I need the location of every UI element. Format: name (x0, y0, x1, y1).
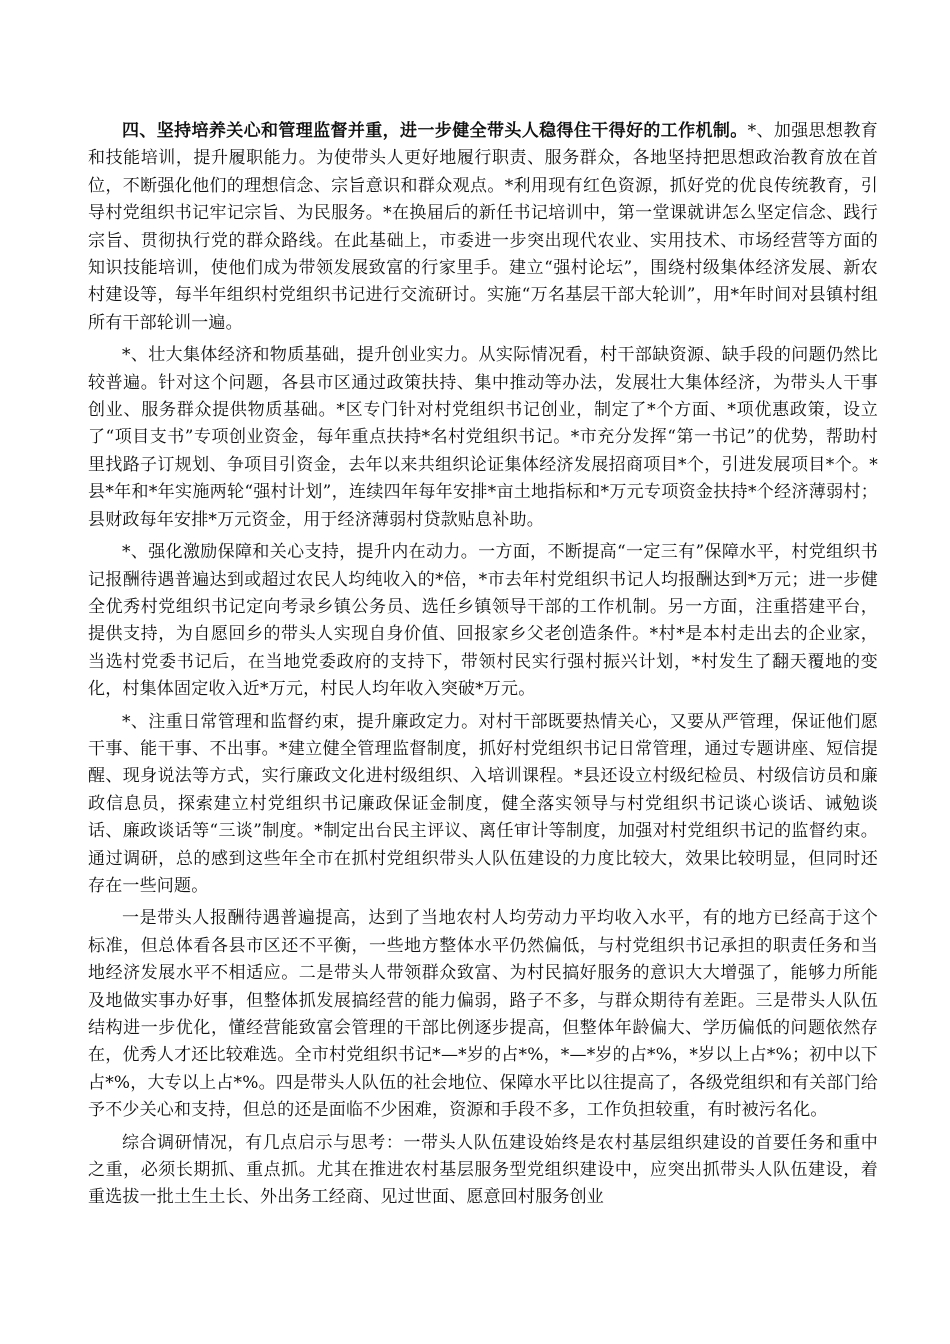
paragraph-5-body: 一是带头人报酬待遇普遍提高，达到了当地农村人均劳动力平均收入水平，有的地方已经高于这个标准，但总体看各县市区还不平衡，一些地方整体水平仍然偏低，与村党组织书记承担的职责任务和当地经济发展水平不相适应。二是带头人带领群众致富、为村民搞好服务的意识大大增强了，能够力所能及地做实事办好事，但整体抓发展搞经营的能力偏弱，路子不多，与群众期待有差距。三是带头人队伍结构进一步优化，懂经营能致富会管理的干部比例逐步提高，但整体年龄偏大、学历偏低的问题依然存在，优秀人才还比较难选。全市村党组织书记*—*岁的占*%，*—*岁的占*%，*岁以上占*%；初中以下占*%，大专以上占*%。四是带头人队伍的社会地位、保障水平比以往提高了，各级党组织和有关部门给予不少关心和支持，但总的还是面临不少困难，资源和手段不多，工作负担较重，有时被污名化。 (88, 908, 878, 1121)
paragraph-1-body: *、加强思想教育和技能培训，提升履职能力。为使带头人更好地履行职责、服务群众，各地坚持把思想政治教育放在首位，不断强化他们的理想信念、宗旨意识和群众观点。*利用现有红色资源，抓好党的优良传统教育，引导村党组织书记牢记宗旨、为民服务。*在换届后的新任书记培训中，第一堂课就讲怎么坚定信念、践行宗旨、贯彻执行党的群众路线。在此基础上，市委进一步突出现代农业、实用技术、市场经营等方面的知识技能培训，使他们成为带领发展致富的行家里手。建立“强村论坛”，围绕村级集体经济发展、新农村建设等，每半年组织村党组织书记进行交流研讨。实施“万名基层干部大轮训”，用*年时间对县镇村组所有干部轮训一遍。 (88, 121, 878, 333)
paragraph-3 (88, 539, 878, 703)
paragraph-4 (88, 709, 878, 901)
section-heading: 四、坚持培养关心和管理监督并重，进一步健全带头人稳得住干得好的工作机制。 (122, 121, 748, 141)
paragraph-4-body: *、注重日常管理和监督约束，提升廉政定力。对村干部既要热情关心，又要从严管理，保证他们愿干事、能干事、不出事。*建立健全管理监督制度，抓好村党组织书记日常管理，通过专题讲座、短信提醒、现身说法等方式，实行廉政文化进村级组织、入培训课程。*县还设立村级纪检员、村级信访员和廉政信息员，探索建立村党组织书记廉政保证金制度，健全落实领导与村党组织书记谈心谈话、诫勉谈话、廉政谈话等“三谈”制度。*制定出台民主评议、离任审计等制度，加强对村党组织书记的监督约束。通过调研，总的感到这些年全市在抓村党组织带头人队伍建设的力度比较大，效果比较明显，但同时还存在一些问题。 (88, 711, 878, 896)
paragraph-1 (88, 118, 878, 337)
paragraph-3-body: *、强化激励保障和关心支持，提升内在动力。一方面，不断提高“一定三有”保障水平，村党组织书记报酬待遇普遍达到或超过农民人均纯收入的*倍，*市去年村党组织书记人均报酬达到*万元；进一步健全优秀村党组织书记定向考录乡镇公务员、选任乡镇领导干部的工作机制。另一方面，注重搭建平台，提供支持，为自愿回乡的带头人实现自身价值、回报家乡父老创造条件。*村*是本村走出去的企业家，当选村党委书记后，在当地党委政府的支持下，带领村民实行强村振兴计划，*村发生了翻天覆地的变化，村集体固定收入近*万元，村民人均年收入突破*万元。 (88, 542, 878, 700)
paragraph-2-body: *、壮大集体经济和物质基础，提升创业实力。从实际情况看，村干部缺资源、缺手段的问题仍然比较普遍。针对这个问题，各县市区通过政策扶持、集中推动等办法，发展壮大集体经济，为带头人干事创业、服务群众提供物质基础。*区专门针对村党组织书记创业，制定了*个方面、*项优惠政策，设立了“项目支书”专项创业资金，每年重点扶持*名村党组织书记。*市充分发挥“第一书记”的优势，帮助村里找路子订规划、争项目引资金，去年以来共组织论证集体经济发展招商项目*个，引进发展项目*个。*县*年和*年实施两轮“强村计划”，连续四年每年安排*亩土地指标和*万元专项资金扶持*个经济薄弱村；县财政每年安排*万元资金，用于经济薄弱村贷款贴息补助。 (88, 345, 878, 530)
paragraph-2 (88, 342, 878, 534)
paragraph-6-body: 综合调研情况，有几点启示与思考：一带头人队伍建设始终是农村基层组织建设的首要任务和重中之重，必须长期抓、重点抓。尤其在推进农村基层服务型党组织建设中，应突出抓带头人队伍建设，着重选拔一批土生土长、外出务工经商、见过世面、愿意回村服务创业 (88, 1132, 878, 1208)
paragraph-6 (88, 1130, 878, 1212)
paragraph-5 (88, 905, 878, 1124)
document-page (88, 118, 878, 1217)
